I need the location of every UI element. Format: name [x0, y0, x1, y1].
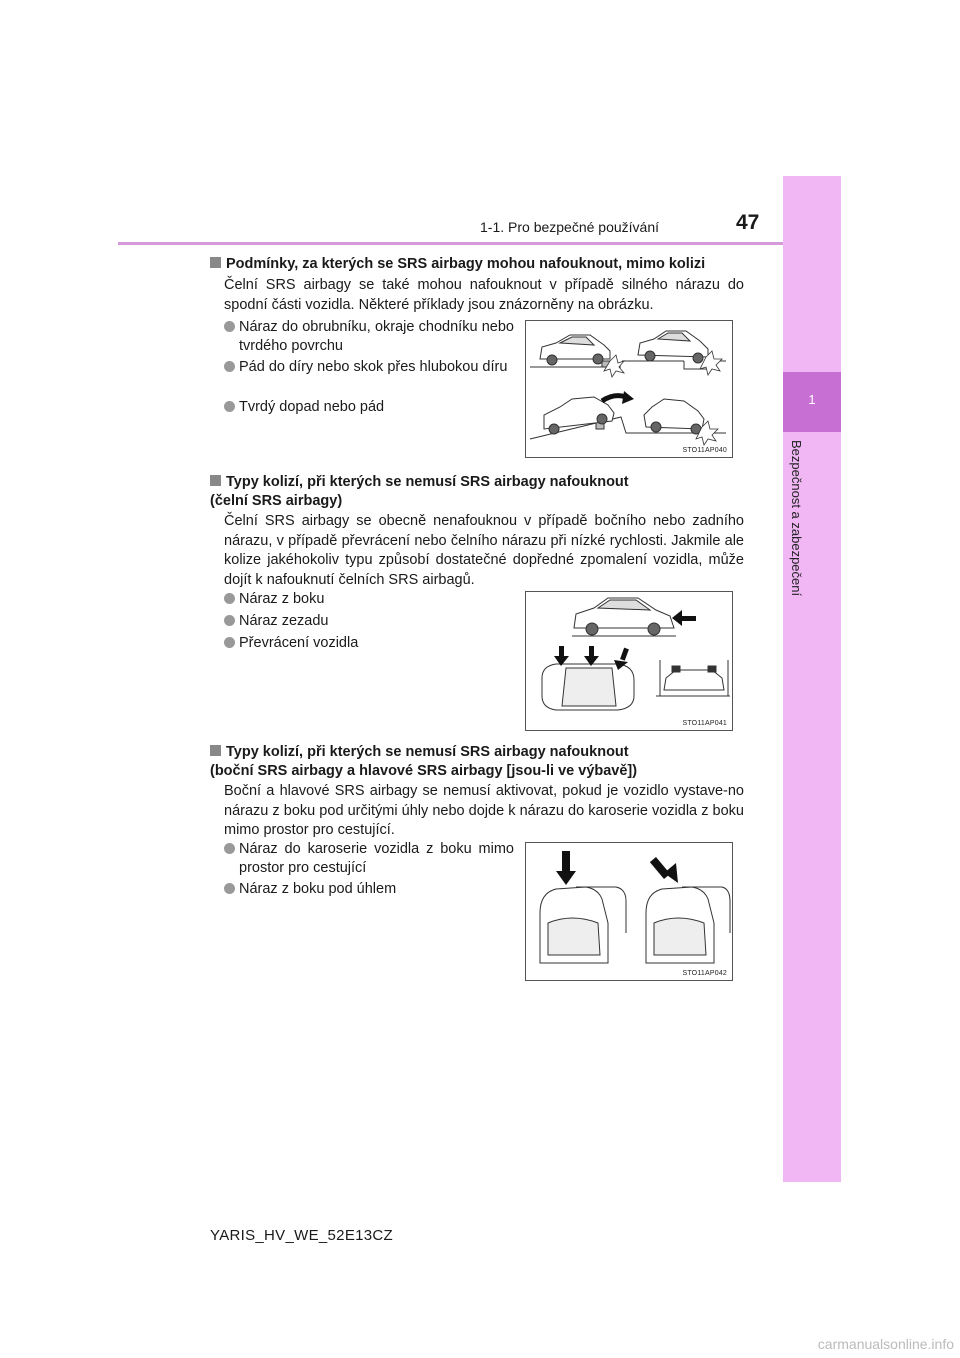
- list-item: Převrácení vozidla: [224, 634, 358, 653]
- list-item: Náraz z boku: [224, 590, 324, 609]
- circle-bullet-icon: [224, 637, 235, 648]
- section-heading-1: Podmínky, za kterých se SRS airbagy mohou nafouknout, mimo kolizi: [210, 255, 705, 274]
- circle-bullet-icon: [224, 401, 235, 412]
- chapter-title: 1-1. Pro bezpečné používání: [480, 219, 660, 235]
- document-code: YARIS_HV_WE_52E13CZ: [210, 1227, 393, 1244]
- section-heading-2: Typy kolizí, při kterých se nemusí SRS airbagy nafouknout (čelní SRS airbagy): [210, 474, 629, 509]
- circle-bullet-icon: [224, 361, 235, 372]
- circle-bullet-icon: [224, 843, 235, 854]
- list-item: Náraz do karoserie vozidla z boku mimo prostor pro cestující: [224, 840, 514, 878]
- square-bullet-icon: [210, 745, 221, 756]
- list-item: Pád do díry nebo skok přes hlubokou díru: [224, 358, 514, 377]
- page-number: 47: [736, 211, 760, 234]
- car-collision-types-illustration: [526, 592, 732, 730]
- list-item: Tvrdý dopad nebo pád: [224, 398, 384, 417]
- section-paragraph-3: Boční a hlavové SRS airbagy se nemusí aktivovat, pokud je vozidlo vystave-no nárazu z boku pod určitými úhly nebo dojde k nárazu do karoserie vozidla z boku mimo prostor pro cestující.: [224, 783, 744, 838]
- chapter-number-badge: 1: [783, 372, 841, 432]
- square-bullet-icon: [210, 475, 221, 486]
- watermark: carmanualsonline.info: [817, 1336, 954, 1352]
- figure-code: STO11AP040: [682, 447, 727, 454]
- car-impact-illustration: [526, 321, 732, 457]
- section-heading-3: Typy kolizí, při kterých se nemusí SRS airbagy nafouknout (boční SRS airbagy a hlavové SRS airbagy [jsou-li ve výbavě]): [210, 744, 638, 779]
- figure-code: STO11AP041: [682, 720, 727, 727]
- list-item: Náraz z boku pod úhlem: [224, 880, 396, 899]
- list-item: Náraz zezadu: [224, 612, 328, 631]
- section-paragraph-2: Čelní SRS airbagy se obecně nenafouknou v případě bočního nebo zadního nárazu, v případě převrácení nebo čelního nárazu při nízké rychlosti. Jakmile ale kolize jakéhokoliv typu způsobí dostatečné dopředné zpomalení vozidla, může dojít k nafouknutí čelních SRS airbagů.: [224, 513, 744, 588]
- circle-bullet-icon: [224, 883, 235, 894]
- figure-code: STO11AP042: [682, 970, 727, 977]
- circle-bullet-icon: [224, 321, 235, 332]
- header-divider: [118, 242, 783, 245]
- list-item: Náraz do obrubníku, okraje chodníku nebo tvrdého povrchu: [224, 318, 514, 356]
- section-paragraph-1: Čelní SRS airbagy se také mohou nafouknout v případě silného nárazu do spodní části vozidla. Některé příklady jsou znázorněny na obrázku.: [224, 277, 744, 313]
- figure-side-rear-rollover: [525, 591, 733, 731]
- circle-bullet-icon: [224, 593, 235, 604]
- square-bullet-icon: [210, 257, 221, 268]
- car-top-view-impact-illustration: [526, 843, 732, 980]
- figure-curb-impact: [525, 320, 733, 458]
- circle-bullet-icon: [224, 615, 235, 626]
- figure-side-angle-impact: [525, 842, 733, 981]
- chapter-side-tab: [783, 176, 841, 1182]
- chapter-side-label: Bezpečnost a zabezpečení: [789, 440, 804, 597]
